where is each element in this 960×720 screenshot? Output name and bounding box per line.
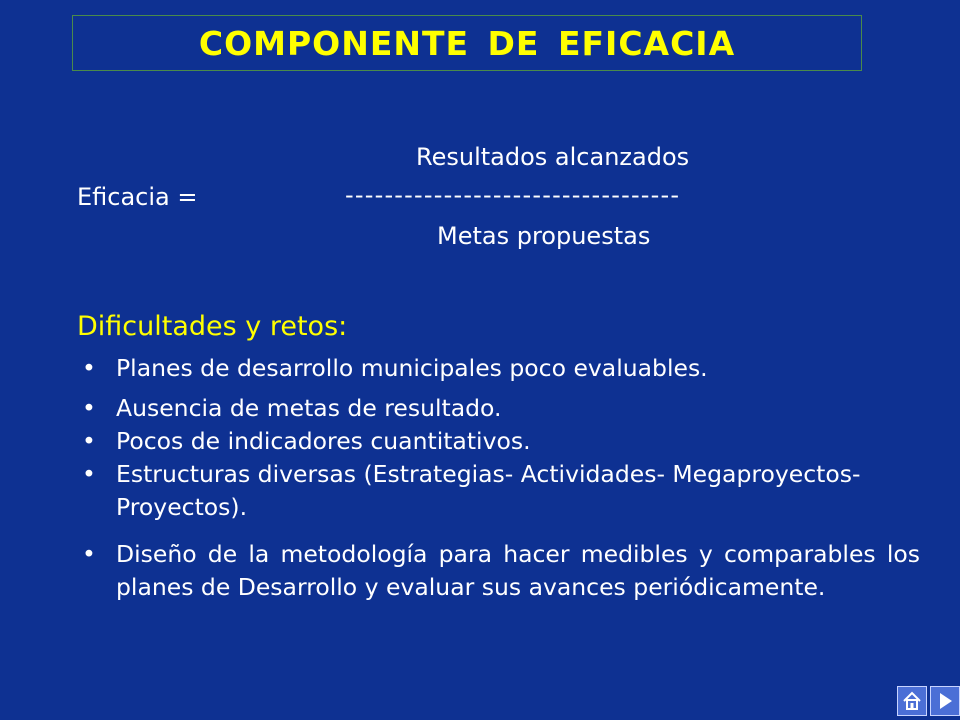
bullet-item: • Diseño de la metodología para hacer medibles y comparables los planes de Desarrollo y evaluar sus avances periódicamente. — [72, 538, 920, 604]
bullet-item: • Planes de desarrollo municipales poco evaluables. — [72, 352, 920, 385]
bullet-list — [72, 352, 920, 604]
formula-denominator: Metas propuestas — [437, 222, 651, 250]
next-icon — [934, 690, 956, 712]
title-box — [72, 15, 862, 71]
formula-fraction-line: ---------------------------------- — [345, 181, 681, 209]
slide-title: COMPONENTE DE EFICACIA — [198, 23, 736, 63]
formula-numerator: Resultados alcanzados — [416, 143, 690, 171]
home-icon — [901, 690, 923, 712]
formula-lhs: Eficacia = — [77, 183, 198, 211]
section-heading: Dificultades y retos: — [77, 311, 348, 342]
home-button[interactable] — [897, 686, 927, 716]
next-button[interactable] — [930, 686, 960, 716]
bullet-item: • Estructuras diversas (Estrategias- Actividades- Megaproyectos- Proyectos). — [72, 458, 920, 524]
navigation-buttons — [897, 686, 960, 716]
bullet-item: • Ausencia de metas de resultado. — [72, 392, 920, 425]
bullet-item: • Pocos de indicadores cuantitativos. — [72, 425, 920, 458]
